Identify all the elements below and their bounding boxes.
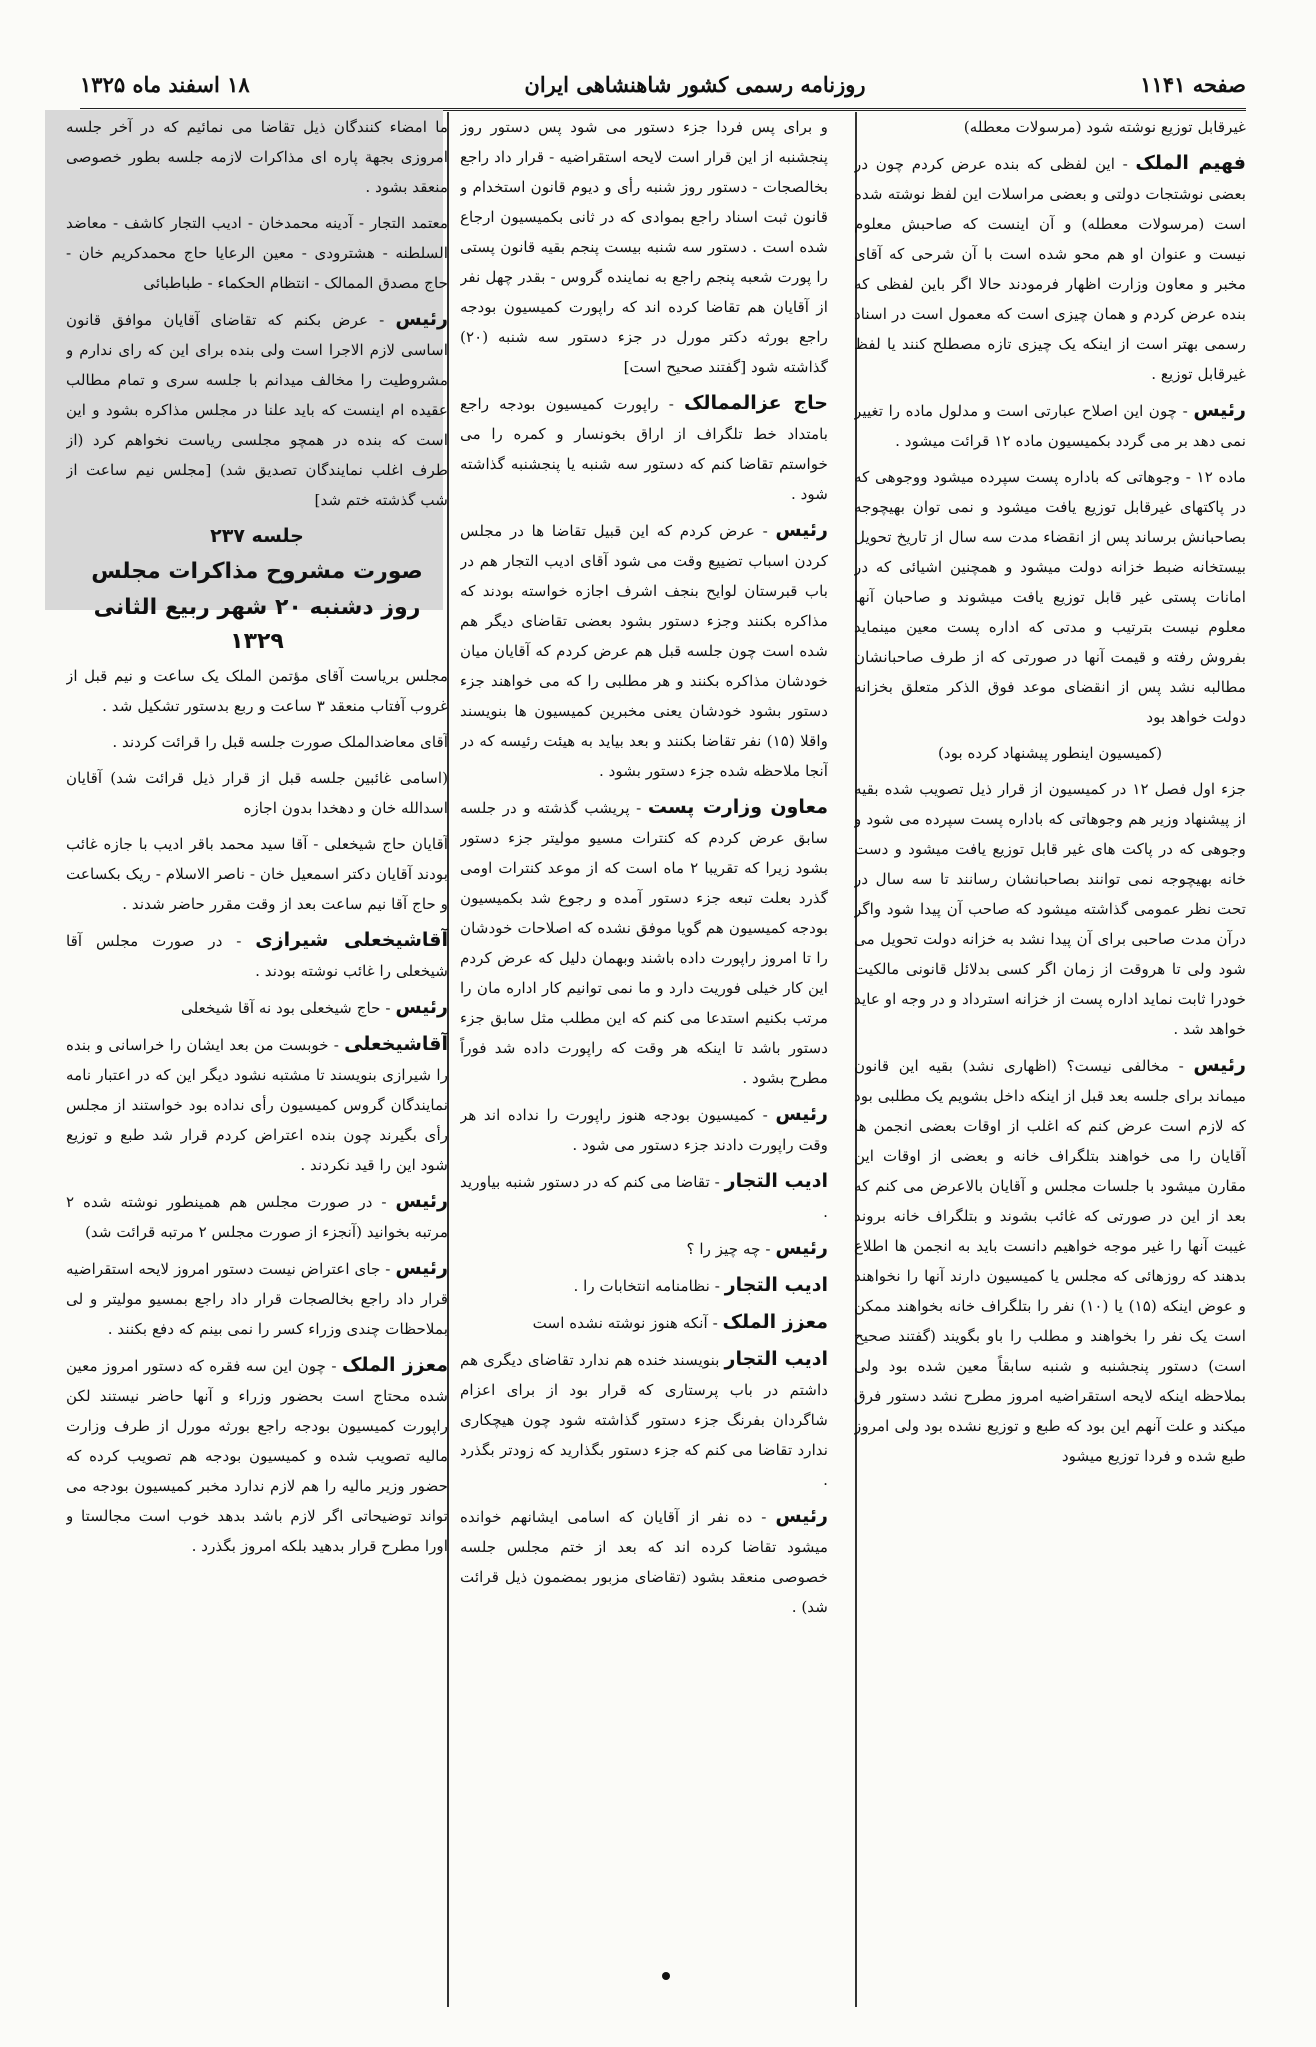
speaker-name: آقاشیخعلی <box>344 1033 448 1055</box>
paragraph <box>66 992 448 1023</box>
paragraph <box>460 388 828 509</box>
speech-text: - در صورت مجلس آقا شیخعلی را غائب نوشته بودند . <box>66 932 448 980</box>
paragraph <box>66 1186 448 1247</box>
speaker-name: رئیس <box>1193 399 1246 421</box>
paragraph: غیرقابل توزیع نوشته شود (مرسولات معطله) <box>963 118 1246 136</box>
speaker-name: معزز الملک <box>722 1311 828 1333</box>
paragraph <box>460 1099 828 1160</box>
speaker-name: فهیم الملک <box>1135 152 1246 174</box>
speech-text: - آنکه هنوز نوشته نشده است <box>532 1314 723 1332</box>
paragraph <box>854 148 1246 389</box>
speech-text: - در صورت مجلس هم همینطور نوشته شده ۲ مرتبه بخوانید (آنجزء از صورت مجلس ۲ مرتبه قرائت شد) <box>66 1193 448 1241</box>
speech-text: - خوبست من بعد ایشان را خراسانی و بنده را شیرازی بنویسند تا مشتبه نشود دیگر این که در اعتبار نامه نمایندگان گروس کمیسیون رأی نداده بود خواستند از مجلس رأی بگیرند چون بنده اعتراض کردم قرار شد طبع و توزیع شود این را قید نکردند . <box>66 1036 448 1174</box>
speaker-name: رئیس <box>775 1505 828 1527</box>
signatories: معتمد التجار - آدینه محمدخان - ادیب التجار کاشف - معاضد السلطنه - هشترودی - معین الرعایا حاج محمدکریم خان - حاج مصدق الممالک - انتظام الحکماء - طباطبائی <box>66 214 448 292</box>
column-middle <box>460 112 828 2007</box>
paragraph: (اسامی غائبین جلسه قبل از قرار ذیل قرائت شد) آقایان اسدالله خان و دهخدا بدون اجازه <box>66 769 448 817</box>
paragraph <box>460 1270 828 1301</box>
speech-text: - کمیسیون بودجه هنوز راپورت را نداده اند هر وقت راپورت دادند جزء دستور می شود . <box>460 1106 828 1154</box>
speaker-name: رئیس <box>395 1190 448 1212</box>
paragraph: آقایان حاج شیخعلی - آقا سید محمد باقر ادیب با جازه غائب بودند آقایان دکتر اسمعیل خان - ناصر الاسلام - ریک بکساعت و حاج آقا نیم ساعت بعد از وقت مقرر حاضر شدند . <box>66 835 448 913</box>
page-number: صفحه ۱۱۴۱ <box>1140 71 1246 97</box>
speech-text: - حاج شیخعلی بود نه آقا شیخعلی <box>181 999 396 1017</box>
paragraph <box>66 1253 448 1344</box>
speech-text: - پریشب گذشته و در جلسه سابق عرض کردم که کنترات مسیو مولیتر جزء دستور بشود زیرا که تقریبا ۲ ماه است که از موعد کنترات اومی گذرد بعلت تبعه جزء دستور آمده و رجوع شد بکمیسیون بودجه کمیسیون هم گویا موفق نشده که اصلاحات خودشان را تا امروز راپورت داده باشند وبهمان دلیل که عرض کردم این کار خیلی فوریت دارد و ما نمی توانیم کار اداره مان را مرتب بکنیم استدعا می کنم که این مطلب مثل سابق جزء دستور باشد تا اینکه هر وقت که راپورت داده شد فوراً مطرح بشود . <box>460 799 828 1087</box>
speaker-name: رئیس <box>1193 1054 1246 1076</box>
paragraph <box>460 515 828 786</box>
speech-text: - عرض بکنم که تقاضای آقایان موافق قانون اساسی لازم الاجرا است ولی بنده برای این که رای ندارم و مشروطیت را مخالف میدانم با جلسه سری و تمام مطالب عقیده ام اینست که باید علنا در مجلس مذاکره بشود و این است که بنده در همچو مجلسی ریاست نخواهم کرد (از طرف اغلب نمایندگان تصدیق شد) [مجلس نیم ساعت از شب گذشته ختم شد] <box>66 311 448 509</box>
column-left <box>66 112 448 2007</box>
speaker-name: معاون وزارت پست <box>647 796 828 818</box>
issue-date: ۱۸ اسفند ماه ۱۳۲۵ <box>80 71 250 97</box>
speech-text: بنویسند خنده هم ندارد تقاضای دیگری هم داشتم در باب پرستاری که قرار بود از برای اعزام شاگردان بفرنگ جزء دستور گذاشته شود چون هیچکاری ندارد تقاضا می کنم که جزء دستور بگذارید که زودتر بگذرد . <box>460 1351 828 1489</box>
speech-text: - راپورت کمیسیون بودجه راجع بامتداد خط تلگراف از اراق بخونسار و کمره را می خواستم تقاضا کنم که دستور سه شنبه یا پنجشنبه گذاشته شود . <box>460 395 828 503</box>
speaker-name: رئیس <box>395 996 448 1018</box>
session-heading: جلسه ۲۳۷ <box>210 525 304 547</box>
speaker-name: ادیب التجار <box>724 1170 828 1192</box>
paragraph <box>460 1166 828 1227</box>
paragraph <box>854 395 1246 456</box>
speaker-name: حاج عزالممالک <box>683 392 828 414</box>
paragraph: آقای معاضدالملک صورت جلسه قبل را قرائت کردند . <box>112 733 448 751</box>
paragraph <box>460 792 828 1093</box>
column-right <box>854 112 1246 2007</box>
speaker-name: معزز الملک <box>341 1354 448 1376</box>
speaker-name: آقاشیخعلی شیرازی <box>255 929 448 951</box>
page-dot <box>662 1972 670 1980</box>
speech-text: - جای اعتراض نیست دستور امروز لایحه استقراضیه قرار داد راجع بخالصجات قرار داد راجع بمسیو مولیتر و لی بملاحظات چندی وزراء کسر را نمی بینم که دفع بکنند . <box>66 1260 448 1338</box>
speech-text: - تقاضا می کنم که در دستور شنبه بیاورید . <box>460 1173 828 1221</box>
paragraph <box>66 1029 448 1180</box>
speech-text: - ده نفر از آقایان که اسامی ایشانهم خوانده میشود تقاضا کرده اند که بعد از ختم مجلس جلسه خصوصی منعقد بشود (تقاضای مزبور بمضمون ذیل قرائت شد) . <box>460 1508 828 1616</box>
speaker-name: رئیس <box>395 308 448 330</box>
paragraph <box>66 1350 448 1561</box>
paragraph: ما امضاء کنندگان ذیل تقاضا می نمائیم که در آخر جلسه امروزی بجهة پاره ای مذاکرات لازمه جلسه بطور خصوصی منعقد بشود . <box>66 118 448 196</box>
page-header <box>80 60 1246 108</box>
section-title: صورت مشروح مذاکرات مجلس <box>91 559 423 584</box>
paragraph <box>460 1307 828 1338</box>
paragraph <box>460 1344 828 1495</box>
speech-text: - نظامنامه انتخابات را . <box>573 1277 725 1295</box>
speech-text: - این لفظی که بنده عرض کردم چون در بعضی نوشتجات دولتی و بعضی مراسلات این لفظ نوشته شده است (مرسولات معطله) و آن اینست که صاحبش معلوم نیست و عنوان او هم محو شده است با آن شرحی که آقای مخبر و معاون وزارت اظهار فرمودند حالا اگر باین لفظی که بنده عرض کردم و همان چیزی است که معمول است در اسناد رسمی بهتر است از اینکه یک چیزی تازه مصطلح کنند یا لفظ غیرقابل توزیع . <box>854 155 1246 383</box>
speaker-name: رئیس <box>775 1103 828 1125</box>
section-date: روز دشنبه ۲۰ شهر ربیع الثانی ۱۳۲۹ <box>93 595 421 654</box>
paragraph <box>460 1501 828 1622</box>
speaker-name: رئیس <box>775 1237 828 1259</box>
paragraph <box>66 925 448 986</box>
speaker-name: ادیب التجار <box>724 1274 828 1296</box>
speech-text: - چون این اصلاح عبارتی است و مدلول ماده را تغییر نمی دهد بر می گردد بکمیسیون ماده ۱۲ قرائت میشود . <box>854 402 1246 450</box>
article-text: ماده ۱۲ - وجوهاتی که باداره پست سپرده میشود ووجوهی که در پاکتهای غیرقابل توزیع یافت میشود و نمی توان بهیچوجه بصاحبانش برساند پس از انقضاء مدت سه سال از تاریخ تحویل بیستخانه ضبط خزانه دولت میشود و همچنین اشیائی که در امانات پستی غیر قابل توزیع یافت میشوند و صاحبان آنها معلوم نیست بترتیب و مدتی که اداره پست معین مینماید بفروش رفته و قیمت آنها در صورتی که از طرف صاحبانشان مطالبه نشد پس از انقضای موعد فوق الذکر متعلق بخزانه دولت خواهد بود <box>854 468 1246 726</box>
speaker-name: رئیس <box>775 519 828 541</box>
paragraph <box>460 1233 828 1264</box>
paragraph: مجلس بریاست آقای مؤتمن الملک یک ساعت و نیم قبل از غروب آفتاب منعقد ۳ ساعت و ربع بدستور تشکیل شد . <box>66 667 448 715</box>
speech-text: - عرض کردم که این قبیل تقاضا ها در مجلس کردن اسباب تضییع وقت می شود آقای ادیب التجار هم در باب قبرستان لوایح بنجف اشرف اجازه خواسته بودند که مذاکره بکنند وجزء دستور بشود بعضی تقاضای دیگر هم شده است چون جلسه قبل هم عرض کردم که آقایان میان خودشان مذاکره بکنند و هر مطلبی را که می خواهند جزء دستور بشود خودشان یعنی مخبرین کمیسیون ها بنویسند واقلا (۱۵) نفر تقاضا بکنند و بعد بیاید به هیئت رئیسه که در آنجا ملاحظه شده جزء دستور بشود . <box>460 522 828 780</box>
note: (کمیسیون اینطور پیشنهاد کرده بود) <box>937 744 1163 762</box>
speech-text: - چه چیز را ؟ <box>686 1240 776 1258</box>
paragraph <box>854 1050 1246 1471</box>
speaker-name: ادیب التجار <box>724 1348 828 1370</box>
paragraph: جزء اول فصل ۱۲ در کمیسیون از قرار ذیل تصویب شده بقیه از پیشنهاد وزیر هم وجوهاتی که باداره پست سپرده می شود و وجوهی که در پاکت های غیر قابل توزیع یافت میشود و دست خانه بهیچوجه نمی توانند بصاحبانشان رسانند تا سه سال در تحت نظر عمومی گذاشته میشود که صاحب آن پیدا شود واگر درآن مدت صاحبی برای آن پیدا نشد به خزانه دولت تحویل می شود ولی تا هروقت از زمان اگر کسی بدلائل قانونی مالکیت خودرا ثابت نماید اداره پست از خزانه استرداد و در وجه او عاید خواهد شد . <box>854 780 1246 1038</box>
speech-text: - مخالفی نیست؟ (اظهاری نشد) بقیه این قانون میماند برای جلسه بعد قبل از اینکه داخل بشویم یک مطلبی بود که لازم است عرض کنم که اغلب از اوقات بعضی انجمن ها آقایان را می خواهند بتلگراف خانه و بعضی از اوقات این مقارن میشود با جلسات مجلس و آقایان بالاعرض می کنم که بعد از این در صورتی که غائب بشوند و بتلگراف خانه بروند غیبت آنها را غیر موجه خواهیم دانست باید به انجمن ها اطلاع بدهند که روزهائی که مجلس یا کمیسیون دارند آنها را نخواهند و عوض اینکه (۱۵) یا (۱۰) نفر را بتلگراف خانه بخواهند ممکن است یک نفر را بخواهند و مطلب را باو بگویند (گفتند صحیح است) دستور پنجشنبه و شنبه سابقاً معین شده بود ولی بملاحظه اینکه لایحه استقراضیه امروز مطرح نشد دستور فرق میکند و علت آنهم این بود که طبع و توزیع نشده بود ولی امروز طبع شده و فردا توزیع میشود <box>854 1057 1246 1465</box>
speech-text: - چون این سه فقره که دستور امروز معین شده محتاج است بحضور وزراء و آنها حاضر نیستند لکن راپورت کمیسیون بودجه راجع بورثه مورل از طرف وزارت مالیه تصویب شده و کمیسیون بودجه هم تصویب کرده که حضور وزیر مالیه را هم لازم ندارد مخبر کمیسیون بودجه می تواند توضیحاتی اگر لازم باشد بدهد خوب است مجالستا و اورا مطرح قرار بدهید بلکه امروز بگذرد . <box>66 1357 448 1555</box>
paragraph <box>66 304 448 515</box>
speaker-name: رئیس <box>395 1257 448 1279</box>
paragraph: و برای پس فردا جزء دستور می شود پس دستور روز پنجشنبه از این قرار است لایحه استقراضیه - قرار داد راجع بخالصجات - دستور روز شنبه رأی و دیوم قانون استخدام و قانون ثبت اسناد راجع بموادی که در ثانی بکمیسیون ارجاع شده است . دستور سه شنبه بیست پنجم بقیه قانون پستی را پورت شعبه پنجم راجع به نماینده گروس - بقدر چهل نفر از آقایان هم تقاضا کرده اند که راپورت کمیسیون بودجه راجع بورثه دکتر مورل در جزء دستور سه شنبه (۲۰) گذاشته شود [گفتند صحیح است] <box>460 118 828 376</box>
newspaper-title: روزنامه رسمی کشور شاهنشاهی ایران <box>524 71 866 97</box>
